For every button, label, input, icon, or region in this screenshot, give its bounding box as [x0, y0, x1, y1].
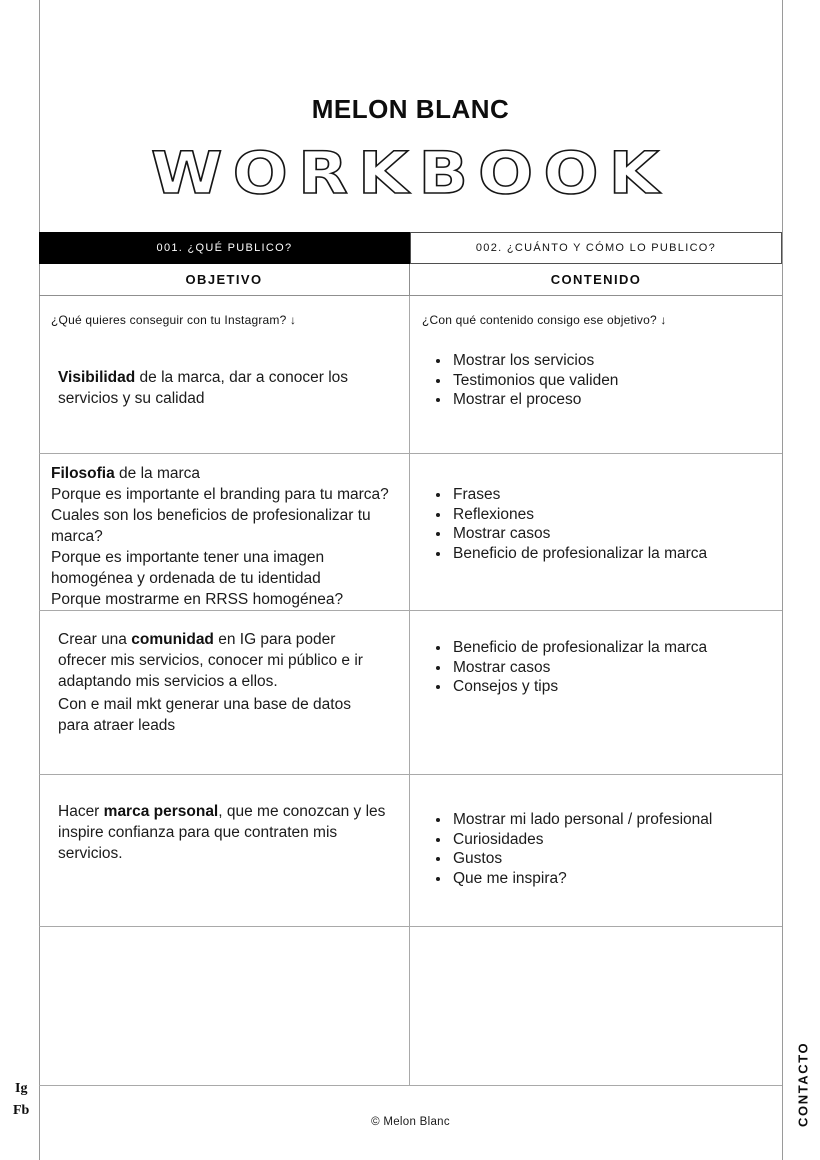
table-row-empty: [39, 927, 782, 1086]
bold-keyword: marca personal: [103, 803, 219, 820]
bold-keyword: comunidad: [131, 631, 214, 648]
objective-cell-2: [39, 454, 410, 610]
objective-text-rest: en IG para poder ofrecer mis servicios, conocer mi público e ir adaptando mis servicios a ellos.: [58, 631, 363, 690]
objective-line: Porque es importante el branding para tu marca?: [51, 486, 389, 503]
objective-line: [51, 463, 399, 484]
objective-text-1: [58, 367, 376, 409]
workbook-wordmark: WORKBOOK: [150, 139, 670, 207]
objective-text-pre: Hacer: [58, 803, 104, 820]
content-cell-1: [410, 296, 782, 453]
objective-cell-5: [39, 927, 410, 1085]
content-prompt: ¿Con qué contenido consigo ese objetivo? ↓: [422, 313, 667, 327]
bold-keyword: Visibilidad: [58, 369, 136, 386]
content-cell-5: [410, 927, 782, 1085]
copyright: © Melon Blanc: [371, 1116, 450, 1128]
bullet-item: • Mostrar el proceso: [451, 390, 772, 410]
content-list-2: [422, 485, 772, 563]
content-list-4: [422, 810, 772, 888]
objective-text-rest: de la marca: [114, 465, 201, 482]
content-list-3: [422, 638, 772, 697]
objective-paragraph: [58, 629, 370, 692]
objective-line: Porque es importante tener una imagen homogénea y ordenada de tu identidad: [51, 549, 325, 587]
tab-bar: [39, 232, 782, 264]
content-cell-3: [410, 611, 782, 774]
column-header-contenido: CONTENIDO: [550, 272, 642, 287]
instagram-link[interactable]: Ig: [15, 1081, 28, 1096]
objective-prompt: ¿Qué quieres conseguir con tu Instagram? ↓: [51, 313, 297, 327]
objective-paragraph: Con e mail mkt generar una base de datos para atraer leads: [58, 696, 351, 734]
bullet-item: • Reflexiones: [451, 505, 772, 525]
column-header-row: [39, 264, 782, 296]
objective-cell-4: [39, 775, 410, 926]
objective-text-pre: Crear una: [58, 631, 132, 648]
bullet-item: • Beneficio de profesionalizar la marca: [451, 638, 772, 658]
objective-text-2: [51, 463, 399, 610]
objective-text-3: [58, 629, 370, 736]
bullet-item: • Mostrar casos: [451, 658, 772, 678]
table-row: [39, 454, 782, 611]
tab-cuanto-como-publico[interactable]: 002. ¿CUÁNTO Y CÓMO LO PUBLICO?: [410, 232, 782, 264]
bullet-item: • Mostrar mi lado personal / profesional: [451, 810, 772, 830]
bullet-item: • Curiosidades: [451, 830, 772, 850]
brand-title: MELON BLANC: [311, 94, 510, 124]
tab-que-publico[interactable]: 001. ¿QUÉ PUBLICO?: [39, 232, 410, 264]
objective-line: Porque mostrarme en RRSS homogénea?: [51, 591, 344, 608]
objective-text-rest: de la marca, dar a conocer los servicios y su calidad: [58, 369, 349, 407]
column-header-objetivo: OBJETIVO: [39, 264, 410, 295]
content-cell-2: [410, 454, 782, 610]
facebook-link[interactable]: Fb: [13, 1103, 30, 1118]
bullet-item: • Testimonios que validen: [451, 371, 772, 391]
table-row: [39, 775, 782, 927]
bullet-item: • Gustos: [451, 849, 772, 869]
bullet-item: • Consejos y tips: [451, 677, 772, 697]
objective-text-4: [58, 801, 393, 864]
objective-line: Cuales son los beneficios de profesionalizar tu marca?: [51, 507, 371, 545]
content-cell-4: [410, 775, 782, 926]
bullet-item: • Mostrar casos: [451, 524, 772, 544]
bullet-item: • Frases: [451, 485, 772, 505]
planner-table: [39, 232, 782, 1086]
table-row: [39, 296, 782, 454]
content-list-1: [422, 351, 772, 410]
bullet-item: • Que me inspira?: [451, 869, 772, 889]
objective-text-rest: , que me conozcan y les inspire confianza para que contraten mis servicios.: [58, 803, 386, 862]
bullet-item: • Beneficio de profesionalizar la marca: [451, 544, 772, 564]
contact-link[interactable]: CONTACTO: [795, 1041, 811, 1127]
objective-cell-3: [39, 611, 410, 774]
bold-keyword: Filosofia: [51, 465, 115, 482]
objective-cell-1: [39, 296, 410, 453]
bullet-item: • Mostrar los servicios: [451, 351, 772, 371]
table-row: [39, 611, 782, 775]
